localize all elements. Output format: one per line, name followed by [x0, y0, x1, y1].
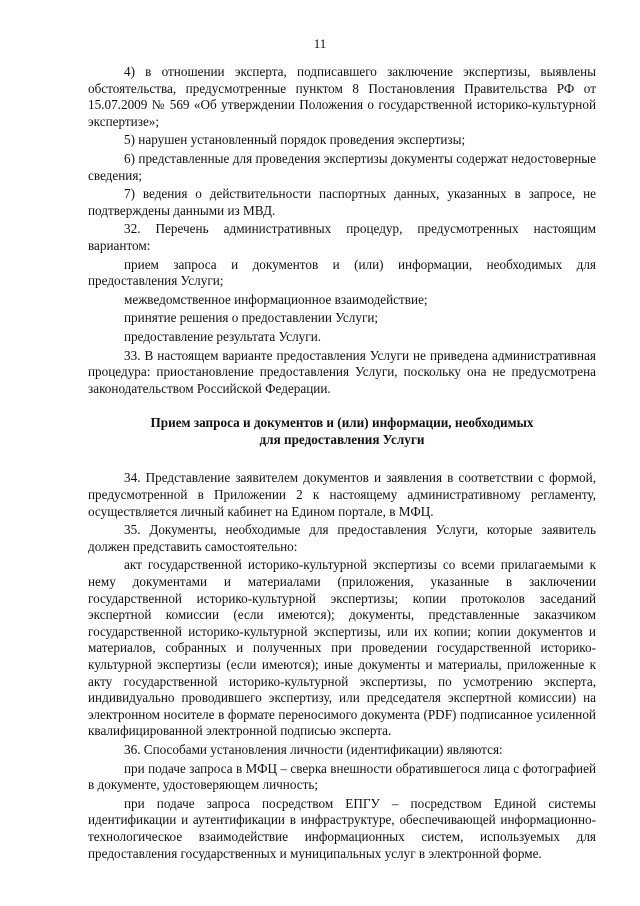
section-heading [88, 415, 596, 448]
list-item-result: предоставление результата Услуги. [124, 328, 322, 344]
paragraph-33: 33. В настоящем варианте предоставления Услуги не приведена административная процедура: приостановление предоставления Услуги, поскольку она не предусмотрена законодательством Российской Федерации. [88, 347, 596, 396]
paragraph-35: 35. Документы, необходимые для предоставления Услуги, которые заявитель должен представить самостоятельно: [88, 522, 596, 554]
paragraph-32: 32. Перечень административных процедур, предусмотренных настоящим вариантом: [88, 221, 596, 253]
paragraph-item-7: 7) ведения о действительности паспортных данных, указанных в запросе, не подтверждены данными из МВД. [88, 186, 596, 218]
paragraph-epgu-identification: при подаче запроса посредством ЕПГУ – посредством Единой системы идентификации и аутентификации в инфраструктуре, обеспечивающей информационно-технологическое взаимодействие информационных систем, используемых для предоставления государственных и муниципальных услуг в электронной форме. [88, 795, 596, 861]
list-item-interagency: межведомственное информационное взаимодействие; [124, 291, 428, 307]
document-body [88, 64, 596, 862]
page-number: 11 [313, 36, 327, 51]
paragraph-36: 36. Способами установления личности (идентификации) являются: [124, 741, 503, 757]
paragraph-expertise-act: акт государственной историко-культурной экспертизы со всеми прилагаемыми к нему документами и материалами (приложения, указанные в заключении государственной историко-культурной экспертизы; копии протоколов заседаний экспертной комиссии (если имеются); документы, представленные заказчиком государственной историко-культурной экспертизы, или их копии; копии документов и материалов, собранных и полученных при проведении государственной историко-культурной экспертизы (если имеются); иные документы и материалы, приложенные к акту государственной историко-культурной экспертизы, по усмотрению эксперта, индивидуально проводившего экспертизу, или председателя экспертной комиссии) на электронном носителе в формате переносимого документа (PDF) подписанное усиленной квалифицированной электронной подписью эксперта. [88, 557, 596, 739]
list-item-request-reception: прием запроса и документов и (или) информации, необходимых для предоставления Услуги; [88, 256, 596, 289]
paragraph-item-6: 6) представленные для проведения экспертизы документы содержат недостоверные сведения; [88, 150, 596, 183]
section-heading-line-2: для предоставления Услуги [259, 431, 425, 447]
paragraph-34: 34. Представление заявителем документов и заявления в соответствии с формой, предусмотренной в Приложении 2 к настоящему административному регламенту, осуществляется личный кабинет на Едином портале, в МФЦ. [88, 470, 596, 519]
paragraph-item-5: 5) нарушен установленный порядок проведения экспертизы; [124, 132, 466, 148]
paragraph-mfc-identification: при подаче запроса в МФЦ – сверка внешности обратившегося лица с фотографией в документе, удостоверяющем личность; [88, 760, 596, 793]
list-item-decision: принятие решения о предоставлении Услуги; [124, 310, 379, 326]
section-heading-line-1: Прием запроса и документов и (или) информации, необходимых [150, 415, 534, 431]
paragraph-item-4: 4) в отношении эксперта, подписавшего заключение экспертизы, выявлены обстоятельства, предусмотренные пунктом 8 Постановления Правительства РФ от 15.07.2009 № 569 «Об утверждении Положения о государственной историко-культурной экспертизе»; [88, 64, 596, 129]
